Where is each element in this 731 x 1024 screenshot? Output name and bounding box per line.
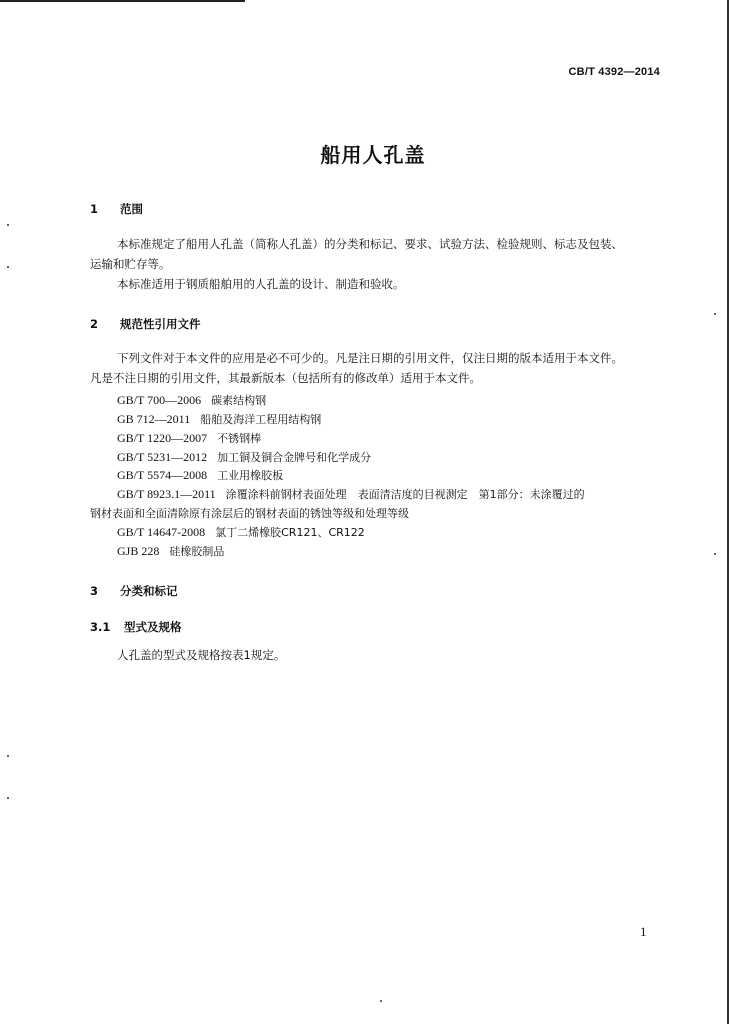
subsection-number: 3.1 xyxy=(90,620,111,634)
scan-speck xyxy=(7,266,9,268)
section-3-heading xyxy=(90,583,178,599)
reference-title-continuation: 钢材表面和全面清除原有涂层后的钢材表面的锈蚀等级和处理等级 xyxy=(90,507,409,520)
section-number: 3 xyxy=(90,584,99,598)
reference-title: 硅橡胶制品 xyxy=(169,545,225,558)
scan-speck xyxy=(380,1000,382,1002)
section-2-heading xyxy=(90,316,201,332)
reference-item xyxy=(117,411,321,427)
reference-item xyxy=(117,392,266,408)
reference-code: GB 712—2011 xyxy=(117,412,191,426)
subsection-title: 型式及规格 xyxy=(124,620,182,634)
normative-intro-line: 下列文件对于本文件的应用是必不可少的。凡是注日期的引用文件，仅注日期的版本适用于本文件。 xyxy=(117,351,623,365)
section-title: 范围 xyxy=(120,202,143,216)
reference-code: GJB 228 xyxy=(117,544,160,558)
reference-title: 碳素结构钢 xyxy=(211,394,267,407)
section-title: 分类和标记 xyxy=(120,584,178,598)
scan-speck xyxy=(7,224,9,226)
reference-item xyxy=(117,467,283,483)
scan-edge-top xyxy=(0,0,245,2)
reference-code: GB/T 5231—2012 xyxy=(117,450,208,464)
subsection-paragraph: 人孔盖的型式及规格按表1规定。 xyxy=(117,648,286,662)
standard-code: CB/T 4392—2014 xyxy=(568,66,660,78)
scan-speck xyxy=(7,755,9,757)
reference-title: 不锈钢棒 xyxy=(217,432,262,445)
normative-intro-line: 凡是不注日期的引用文件，其最新版本（包括所有的修改单）适用于本文件。 xyxy=(90,371,481,385)
reference-title: 工业用橡胶板 xyxy=(217,469,284,482)
reference-item xyxy=(117,543,224,559)
subsection-3-1-heading xyxy=(90,619,182,635)
section-number: 1 xyxy=(90,202,99,216)
scope-paragraph-line: 运输和贮存等。 xyxy=(90,257,171,271)
reference-code: GB/T 8923.1—2011 xyxy=(117,487,216,501)
section-title: 规范性引用文件 xyxy=(120,317,201,331)
page-number: 1 xyxy=(640,924,647,939)
scope-paragraph-line: 本标准规定了船用人孔盖（简称人孔盖）的分类和标记、要求、试验方法、检验规则、标志及包装、 xyxy=(117,237,623,251)
reference-code: GB/T 1220—2007 xyxy=(117,431,208,445)
scan-speck xyxy=(714,313,716,315)
document-title: 船用人孔盖 xyxy=(320,143,426,167)
reference-title: 涂覆涂料前钢材表面处理 表面清洁度的目视测定 第1部分：未涂覆过的 xyxy=(225,488,585,501)
scan-speck xyxy=(7,797,9,799)
reference-item xyxy=(117,430,261,446)
section-number: 2 xyxy=(90,317,99,331)
reference-title: 氯丁二烯橡胶CR121、CR122 xyxy=(215,526,365,539)
reference-code: GB/T 14647-2008 xyxy=(117,525,206,539)
reference-title: 加工铜及铜合金牌号和化学成分 xyxy=(217,451,372,464)
reference-title: 船舶及海洋工程用结构钢 xyxy=(200,413,322,426)
section-1-heading xyxy=(90,201,143,217)
reference-item xyxy=(117,524,365,540)
reference-code: GB/T 700—2006 xyxy=(117,393,202,407)
reference-item xyxy=(117,486,585,502)
scan-speck xyxy=(714,553,716,555)
reference-item xyxy=(117,449,371,465)
reference-code: GB/T 5574—2008 xyxy=(117,468,208,482)
scope-paragraph: 本标准适用于钢质船舶用的人孔盖的设计、制造和验收。 xyxy=(117,277,405,291)
